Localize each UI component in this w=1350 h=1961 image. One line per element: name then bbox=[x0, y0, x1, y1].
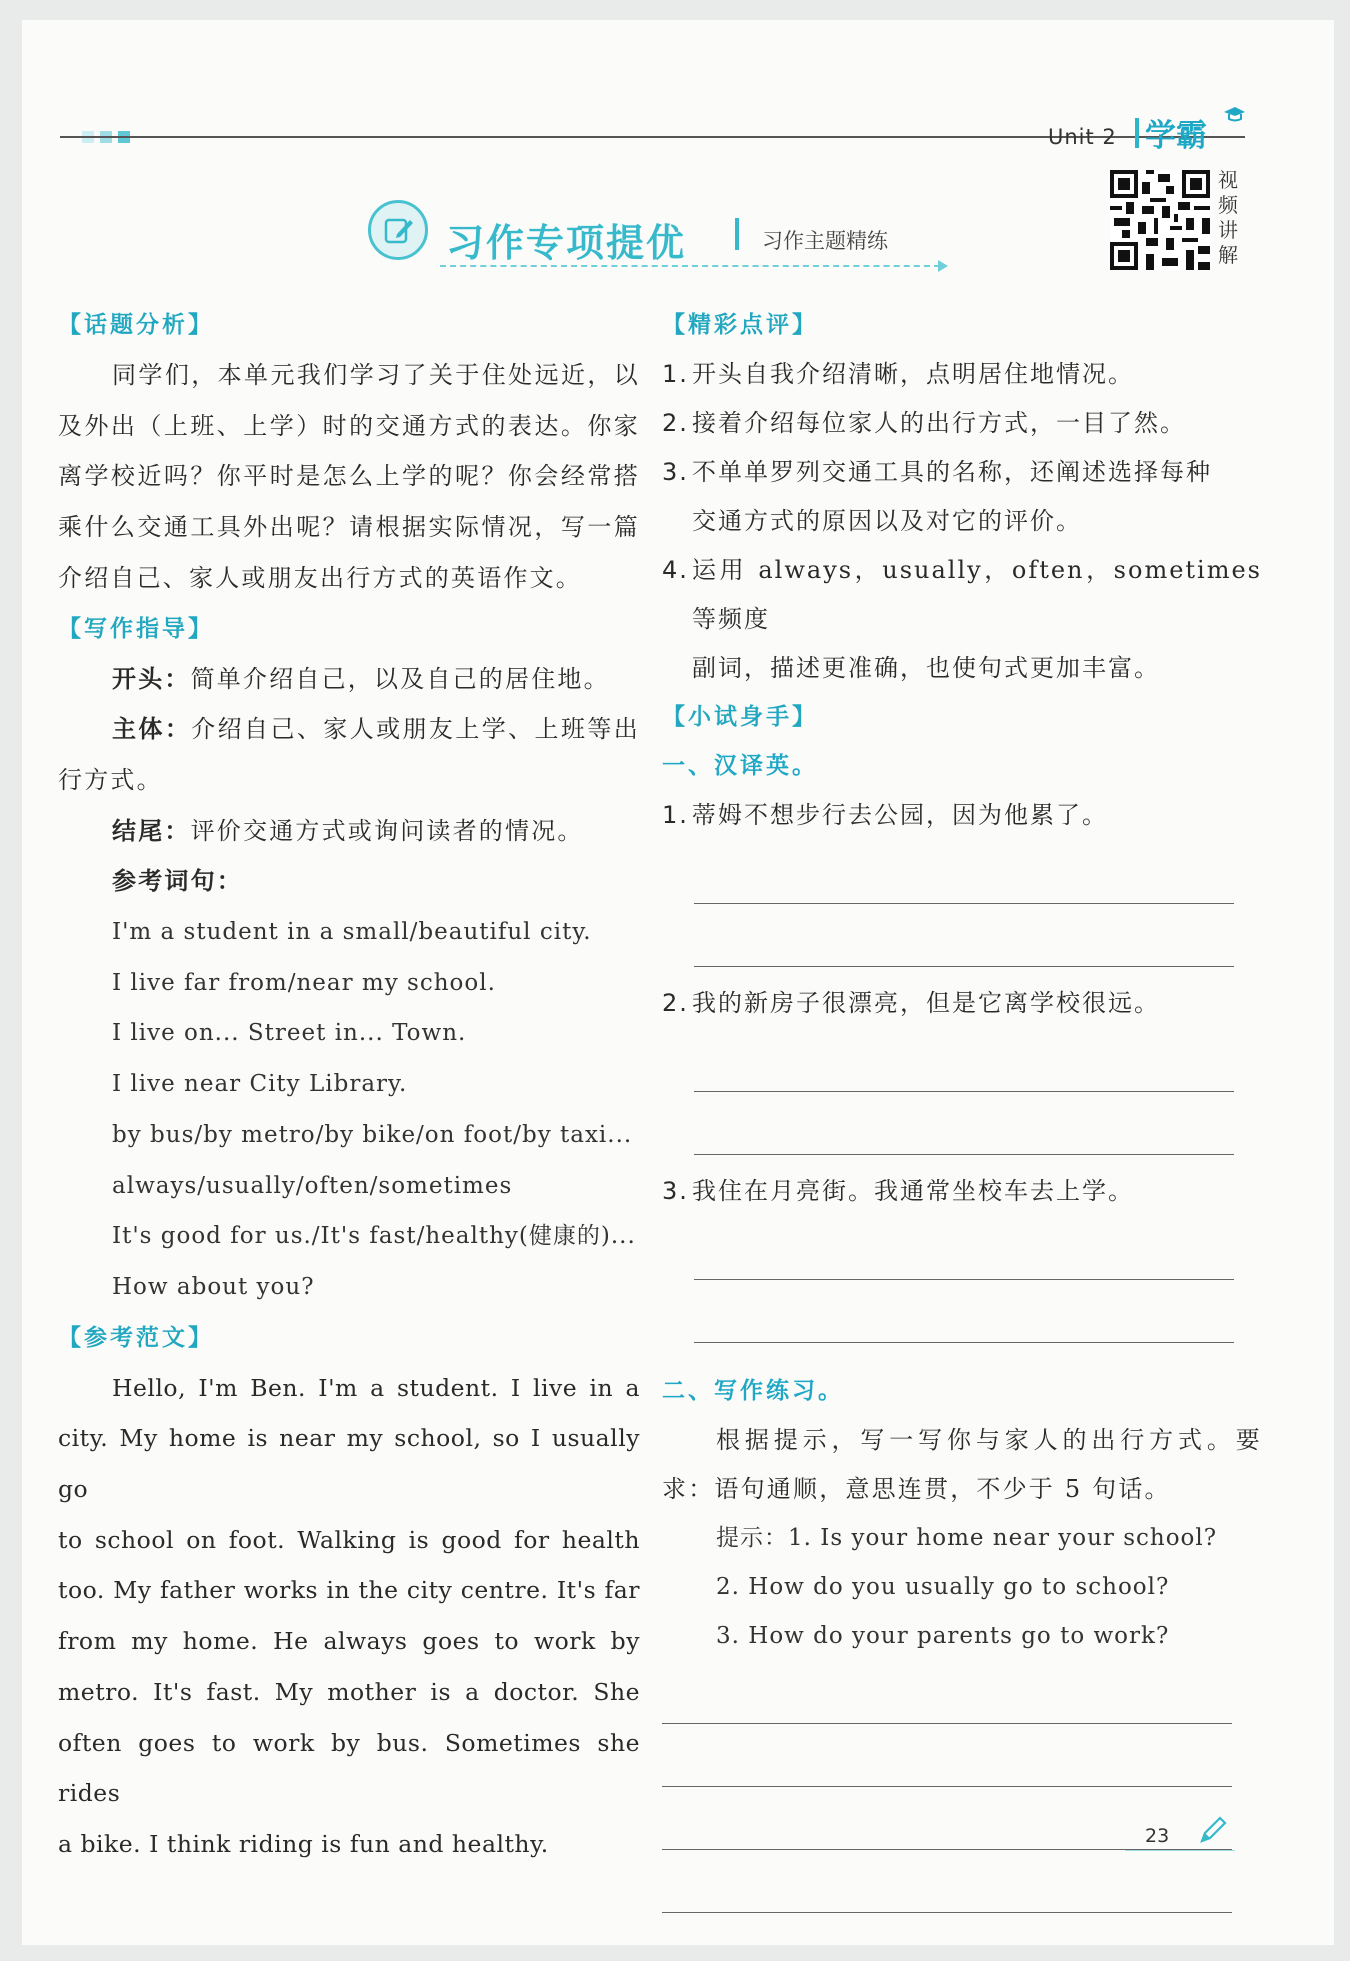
sample-line: to school on foot. Walking is good for health bbox=[58, 1525, 640, 1554]
reference-line: by bus/by metro/by bike/on foot/by taxi... bbox=[112, 1121, 633, 1148]
hint-line: 2. How do you usually go to school? bbox=[716, 1574, 1170, 1600]
qr-code-icon[interactable] bbox=[1110, 170, 1210, 270]
right-column bbox=[662, 300, 1262, 1913]
writing-line[interactable] bbox=[662, 1724, 1232, 1787]
pencil-icon bbox=[1198, 1815, 1228, 1845]
section-subtitle: 习作主题精练 bbox=[762, 229, 888, 253]
page-number: 23 bbox=[1145, 1825, 1170, 1847]
pencil-note-icon bbox=[368, 200, 428, 260]
translate-question: 3. 我住在月亮街。我通常坐校车去上学。 bbox=[662, 1177, 1134, 1205]
answer-line[interactable] bbox=[694, 1216, 1234, 1280]
topic-heading: 【话题分析】 bbox=[58, 312, 214, 338]
reference-line: I live near City Library. bbox=[112, 1071, 408, 1098]
answer-line[interactable] bbox=[694, 1028, 1234, 1092]
reference-line: I live far from/near my school. bbox=[112, 969, 496, 996]
guide-ending: 结尾：评价交通方式或询问读者的情况。 bbox=[112, 816, 584, 845]
qr-label: 视频讲解 bbox=[1218, 168, 1238, 267]
section-title: 习作专项提优 bbox=[446, 221, 687, 265]
sample-line: metro. It's fast. My mother is a doctor. She bbox=[58, 1677, 640, 1706]
topic-text: 同学们，本单元我们学习了关于住处远近，以及外出（上班、上学）时的交通方式的表达。你家离学校近吗？你平时是怎么上学的呢？你会经常搭乘什么交通工具外出呢？请根据实际情况，写一篇介绍自己、家人或朋友出行方式的英语作文。 bbox=[58, 361, 640, 592]
hint-line: 提示：1. Is your home near your school? bbox=[716, 1525, 1218, 1551]
comment-item-continued: 交通方式的原因以及对它的评价。 bbox=[692, 507, 1082, 535]
answer-line[interactable] bbox=[694, 1092, 1234, 1155]
title-separator bbox=[735, 218, 739, 250]
brand-logo: 学霸 bbox=[1145, 118, 1207, 154]
brand-divider bbox=[1135, 118, 1139, 148]
comment-item: 3. 不单单罗列交通工具的名称，还阐述选择每种 bbox=[662, 458, 1212, 486]
hint-line: 3. How do your parents go to work? bbox=[716, 1623, 1170, 1649]
part1-title: 一、汉译英。 bbox=[662, 753, 818, 779]
reference-line: It's good for us./It's fast/healthy(健康的)... bbox=[112, 1223, 636, 1250]
reference-line: I'm a student in a small/beautiful city. bbox=[112, 919, 592, 946]
sample-line: Hello, I'm Ben. I'm a student. I live in a bbox=[112, 1373, 640, 1402]
translate-question: 2. 我的新房子很漂亮，但是它离学校很远。 bbox=[662, 989, 1160, 1017]
guide-opening: 开头：简单介绍自己，以及自己的居住地。 bbox=[112, 664, 610, 693]
sample-heading: 【参考范文】 bbox=[58, 1324, 214, 1351]
comment-heading: 【精彩点评】 bbox=[662, 312, 818, 338]
sample-line: often goes to work by bus. Sometimes she rides bbox=[58, 1728, 640, 1808]
graduation-cap-icon bbox=[1222, 105, 1246, 123]
comment-item: 1. 开头自我介绍清晰，点明居住地情况。 bbox=[662, 360, 1134, 388]
reference-line: I live on... Street in... Town. bbox=[112, 1020, 467, 1047]
comment-item: 4. 运用 always，usually，often，sometimes 等频度 bbox=[662, 556, 1262, 633]
sample-line: too. My father works in the city centre. It's far bbox=[58, 1576, 640, 1605]
title-underline bbox=[440, 265, 940, 267]
reference-line: always/usually/often/sometimes bbox=[112, 1172, 513, 1199]
try-heading: 【小试身手】 bbox=[662, 704, 818, 730]
guide-heading: 【写作指导】 bbox=[58, 615, 214, 642]
comment-item: 2. 接着介绍每位家人的出行方式，一目了然。 bbox=[662, 409, 1186, 437]
translate-question: 1. 蒂姆不想步行去公园，因为他累了。 bbox=[662, 801, 1108, 829]
part2-title: 二、写作练习。 bbox=[662, 1378, 844, 1404]
sample-line: city. My home is near my school, so I usually go bbox=[58, 1424, 640, 1504]
unit-label: Unit 2 bbox=[1048, 125, 1117, 149]
answer-line[interactable] bbox=[694, 1280, 1234, 1343]
footer-rule bbox=[1125, 1850, 1235, 1851]
reference-label: 参考词句： bbox=[112, 867, 243, 896]
writing-line[interactable] bbox=[662, 1850, 1232, 1913]
comment-item-continued: 副词，描述更准确，也使句式更加丰富。 bbox=[692, 654, 1160, 682]
left-column bbox=[58, 300, 640, 1870]
title-arrow bbox=[938, 260, 948, 272]
answer-line[interactable] bbox=[694, 840, 1234, 904]
writing-line[interactable] bbox=[662, 1661, 1232, 1724]
practice-instructions: 根据提示，写一写你与家人的出行方式。要求：语句通顺，意思连贯，不少于 5 句话。 bbox=[662, 1426, 1262, 1503]
reference-line: How about you? bbox=[112, 1273, 315, 1300]
sample-line: a bike. I think riding is fun and healthy. bbox=[58, 1829, 549, 1858]
guide-body: 主体：介绍自己、家人或朋友上学、上班等出行方式。 bbox=[58, 715, 640, 794]
answer-line[interactable] bbox=[694, 904, 1234, 967]
sample-line: from my home. He always goes to work by bbox=[58, 1627, 640, 1656]
